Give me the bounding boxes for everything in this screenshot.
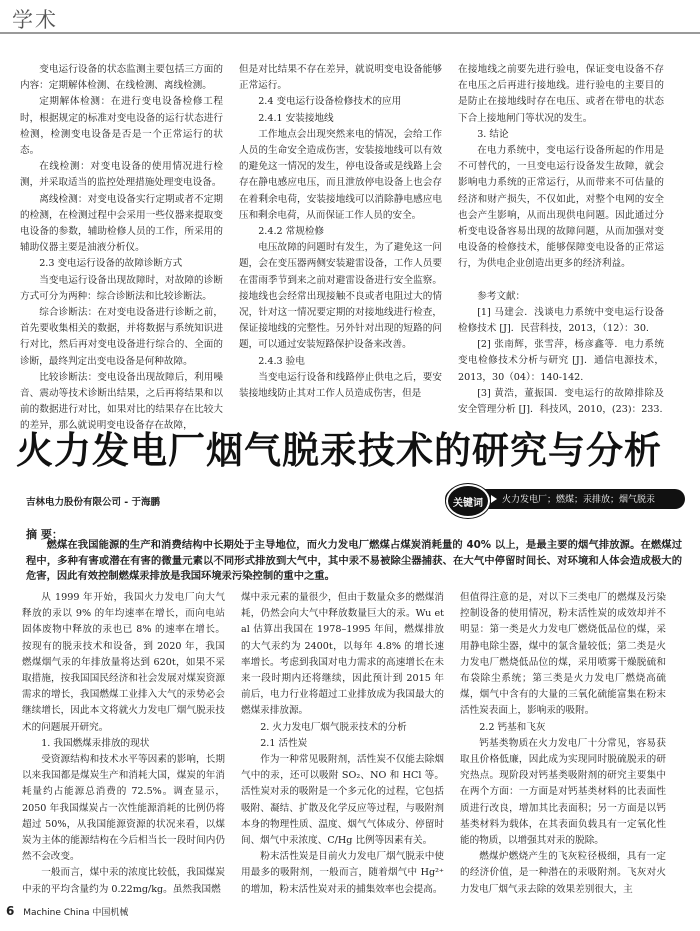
paragraph: 从 1999 年开始，我国火力发电厂向大气释放的汞以 9% 的年均速率在增长，而向电站固体废物中释放的汞也已 8% 的速率在增长。按现有的脱汞技术和设备，到 2020 年，我国燃煤烟气汞的年排放量将达到 620t，如果不采取措施，按我国国民经济和社会发展对煤炭资源需求的增长，我国燃煤工业排入大气的汞势必会继续增长，因此本文将就火力发电厂烟气脱汞技术的问题展开研究。 [22,592,225,733]
references-heading: 参考文献： [477,290,526,302]
section-heading: 2.2 钙基和飞灰 [479,721,546,733]
paragraph: 在线检测：对变电设备的使用情况进行检测，并采取适当的监控处理措施处理变电设备。 [20,161,223,189]
upper-column-2 [239,62,442,402]
section-heading: 2.3 变电运行设备的故障诊断方式 [39,258,183,270]
paragraph: 当变电运行设备和线路停止供电之后，要安装接地线防止其对工作人员造成伤害，但是 [239,371,442,400]
section-heading: 2.4.2 常规检修 [258,226,325,238]
keywords-label: 关键词 [446,484,490,518]
paragraph: 煤中汞元素的量很少，但由于数量众多的燃煤消耗，仍然会向大气中释放数量巨大的汞。Wu et al 估算出我国在 1978–1995 年间，燃煤排放的大气汞约为 2400t，以每年 4.8% 的增长速率增长。考虑到我国对电力需求的高速增长在未来一段时期内还将继续，因此预计到 2015 年前后，电力行业将超过工业排放成为我国最大的燃煤汞排放源。 [241,592,444,717]
upper-column-1 [20,62,223,435]
paragraph: 钙基类物质在火力发电厂十分常见，容易获取且价格低廉，因此成为实现同时脱硫脱汞的研究热点。现阶段对钙基类吸附剂的研究主要集中在两个方面：一方面是对钙基类材料的比表面性质进行改良，增加其比表面积；另一方面是以钙基类材料为载体，在其表面负载具有一定氧化性能的物质，以增强其对汞的脱除。 [460,737,666,847]
journal-name: Machine China 中国机械 [23,908,129,918]
section-heading: 2.4 变电运行设备检修技术的应用 [258,96,402,108]
lower-column-1 [22,590,225,898]
reference-item: [1] 马建会．浅谈电力系统中变电运行设备检修技术 [J]．民营科技，2013，（12）：30. [458,306,664,335]
paragraph: 定期解体检测：在进行变电设备检修工程时，根据规定的标准对变电设备的运行状态进行检测，检测变电设备是否是一个正常运行的状态。 [20,96,223,157]
page-number: 6 [6,904,15,918]
section-heading: 2. 火力发电厂烟气脱汞技术的分析 [260,721,407,733]
paragraph: 粉末活性炭是目前火力发电厂烟气脱汞中使用最多的吸附剂，一般而言，随着烟气中 Hg²⁺ 的增加，粉末活性炭对汞的捕集效率也会提高。 [241,851,444,895]
paragraph: 但值得注意的是，对以下三类电厂的燃煤及污染控制设备的使用情况，粉末活性炭的成效却并不明显：第一类是火力发电厂燃烧低品位的煤，采用静电除尘器，煤中的氯含量较低；第二类是火力发电厂燃烧低品位的煤，采用喷雾干燥脱硫和布袋除尘系统；第三类是火力发电厂燃烧高硫煤，烟气中含有的大量的三氧化硫能富集在粉末活性炭表面上，影响汞的吸附。 [460,592,666,717]
header-rule [0,32,700,34]
paragraph: 在电力系统中，变电运行设备所起的作用是不可替代的，一旦变电运行设备发生故障，就会影响电力系统的正常运行，从而带来不可估量的经济和财产损失，不仅如此，对整个电网的安全也会产生影响，从而出现供电问题。因此通过分析变电设备容易出现的故障问题，从而加强对变电设备的检修技术，能够保障变电设备的正常运行，为供电企业创造出更多的经济利益。 [458,145,664,270]
article-title: 火力发电厂烟气脱汞技术的研究与分析 [16,429,662,472]
paragraph: 一般而言，煤中汞的浓度比较低，我国煤炭中汞的平均含量约为 0.22mg/kg。虽然我国燃 [22,867,225,895]
abstract-label: 摘 要： [26,528,63,541]
section-heading: 3. 结论 [477,128,509,140]
section-label: 学术 [12,8,58,32]
lower-column-3 [460,590,666,898]
upper-column-3 [458,62,664,418]
paragraph: 在接地线之前要先进行验电，保证变电设备不存在电压之后再进行接地线。进行验电的主要目的是防止在接地线时存在电压、或者在带电的状态下合上接地闸门等状况的发生。 [458,64,664,124]
paragraph: 变电运行设备的状态监测主要包括三方面的内容：定期解体检测、在线检测、离线检测。 [20,64,223,92]
paragraph: 燃煤炉燃烧产生的飞灰粒径极细，具有一定的经济价值，是一种潜在的汞吸附剂。飞灰对火力发电厂烟气汞去除的效果差别很大，主 [460,851,666,895]
paragraph: 作为一种常见吸附剂，活性炭不仅能去除烟气中的汞，还可以吸附 SO₂、NO 和 HCl 等。活性炭对汞的吸附是一个多元化的过程，它包括吸附、凝结、扩散及化学反应等过程，与吸附剂本身的物理性质、温度、烟气气体成分、停留时间、烟气中汞浓度、C/Hg 比例等因素有关。 [241,754,444,847]
paragraph: 当变电运行设备出现故障时，对故障的诊断方式可分为两种：综合诊断法和比较诊断法。 [20,274,223,302]
page-footer [6,904,128,918]
arrow-right-icon [491,495,497,503]
section-heading: 1. 我国燃煤汞排放的现状 [41,737,150,749]
abstract-text: 燃煤在我国能源的生产和消费结构中长期处于主导地位，而火力发电厂燃煤占煤炭消耗量的 40% 以上，是最主要的烟气排放源。在燃煤过程中，多种有害或潜在有害的微量元素以不同形式排放到大气中，其中汞不易被除尘器捕获、在大气中停留时间长、对环境和人体会造成极大的危害，因此有效控制燃煤汞排放是我国环境汞污染控制的重中之重。 [26,539,682,582]
paragraph: 受资源结构和技术水平等因素的影响，长期以来我国都是煤炭生产和消耗大国，煤炭的年消耗量约占能源总消费的 72.5%。调查显示，2050 年我国煤炭占一次性能源消耗的比例仍将超过 50%，从我国能源资源的状况来看，以煤炭为主体的能源结构在今后相当长一段时间内仍然不会改变。 [22,754,225,863]
paragraph: 但是对比结果不存在差异，就说明变电设备能够正常运行。 [239,64,442,92]
section-heading: 2.1 活性炭 [260,737,308,749]
paragraph: 综合诊断法：在对变电设备进行诊断之前，首先要收集相关的数据，并将数据与系统知识进行对比，然后再对变电设备进行综合的、全面的诊断，最终判定出变电设备是何种故障。 [20,307,223,367]
paragraph: 离线检测：对变电设备实行定期或者不定期的检测，在检测过程中会采用一些仪器来提取变电设备的参数，辅助检修人员的工作，所采用的辅助仪器主要是油液分析仪。 [20,193,223,254]
paragraph: 比较诊断法：变电设备出现故障后，利用噪音、震动等技术诊断出结果，之后再将结果和以前的数据进行对比，如果对比的结果存在比较大的差异，那么就说明变电设备存在故障， [20,371,223,432]
article-author: 吉林电力股份有限公司 - 于海鹏 [26,497,161,508]
section-heading: 2.4.3 验电 [258,355,305,367]
paragraph: 电压故障的问题时有发生，为了避免这一问题，会在变压器两侧安装避雷设备，工作人员要在雷雨季节到来之前对避雷设备进行安全监察。接地线也会经常出现接触不良或者电阻过大的情况，针对这一情况要定期的对接地线进行检查，保证接地线的完整性。另外针对出现的短路的问题，可以通过安装短路保护设备来改善。 [239,242,442,351]
paragraph: 工作地点会出现突然来电的情况，会给工作人员的生命安全造成伤害，安装接地线可以有效的避免这一情况的发生，停电设备或是线路上会存在静电感应电压，而且泄放停电设备上也会存在着剩余电荷，安装接地线可以消除静电感应电压和剩余电荷，从而保证工作人员的安全。 [239,128,442,221]
reference-item: [3] 黄浩，董振国．变电运行的故障排除及安全管理分析 [J]．科技风，2010，(23)：233. [458,387,664,416]
section-heading: 2.4.1 安装接地线 [258,112,334,124]
reference-item: [2] 张南辉，张雪萍，杨彦鑫等．电力系统变电检修技术分析与研究 [J]．通信电源技术，2013，30（04）：140-142. [458,339,664,383]
lower-column-2 [241,590,444,898]
keywords-text: 火力发电厂；燃煤；汞排放；烟气脱汞 [502,495,656,505]
